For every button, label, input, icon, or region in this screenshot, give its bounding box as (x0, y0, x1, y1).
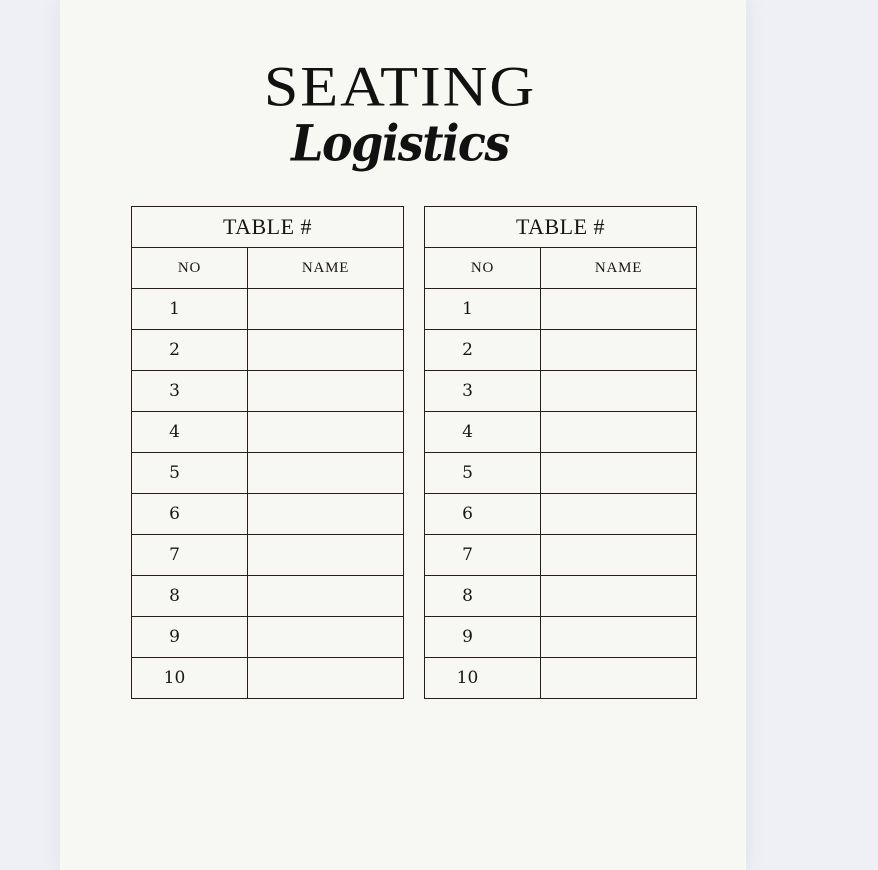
name-cell[interactable] (248, 371, 404, 412)
seat-number: 4 (132, 412, 248, 453)
seat-number: 1 (132, 289, 248, 330)
table-row (132, 453, 404, 494)
table-row (132, 412, 404, 453)
name-cell[interactable] (248, 658, 404, 699)
table-row (425, 617, 697, 658)
document-page (60, 0, 746, 870)
name-cell[interactable] (541, 494, 697, 535)
table-row (425, 453, 697, 494)
table-row (132, 658, 404, 699)
table-row (425, 412, 697, 453)
seat-number: 10 (425, 658, 541, 699)
seat-number: 7 (132, 535, 248, 576)
table-row (425, 535, 697, 576)
table-row (425, 576, 697, 617)
column-header-no: NO (425, 248, 541, 289)
seat-number: 5 (132, 453, 248, 494)
seat-number: 10 (132, 658, 248, 699)
seat-number: 2 (425, 330, 541, 371)
table-row (132, 371, 404, 412)
page-subtitle: Logistics (291, 113, 509, 173)
column-header-name: NAME (541, 248, 697, 289)
seat-number: 9 (425, 617, 541, 658)
name-cell[interactable] (248, 330, 404, 371)
table-row (425, 330, 697, 371)
name-cell[interactable] (248, 576, 404, 617)
seat-number: 1 (425, 289, 541, 330)
name-cell[interactable] (248, 412, 404, 453)
name-cell[interactable] (541, 617, 697, 658)
seating-table-2 (424, 206, 697, 699)
name-cell[interactable] (541, 412, 697, 453)
name-cell[interactable] (248, 494, 404, 535)
seat-number: 2 (132, 330, 248, 371)
name-cell[interactable] (541, 289, 697, 330)
seat-number: 9 (132, 617, 248, 658)
table-heading: TABLE # (425, 207, 697, 248)
seat-number: 8 (132, 576, 248, 617)
table-row (132, 289, 404, 330)
table-row (132, 617, 404, 658)
seat-number: 3 (425, 371, 541, 412)
seat-number: 5 (425, 453, 541, 494)
name-cell[interactable] (248, 617, 404, 658)
seat-number: 7 (425, 535, 541, 576)
table-heading: TABLE # (132, 207, 404, 248)
table-row (132, 535, 404, 576)
name-cell[interactable] (541, 535, 697, 576)
name-cell[interactable] (248, 535, 404, 576)
seat-number: 6 (425, 494, 541, 535)
name-cell[interactable] (541, 453, 697, 494)
table-row (132, 494, 404, 535)
seat-number: 6 (132, 494, 248, 535)
seating-table-1 (131, 206, 404, 699)
name-cell[interactable] (541, 330, 697, 371)
table-row (132, 576, 404, 617)
column-header-name: NAME (248, 248, 404, 289)
name-cell[interactable] (248, 453, 404, 494)
table-row (132, 330, 404, 371)
seat-number: 3 (132, 371, 248, 412)
table-row (425, 371, 697, 412)
name-cell[interactable] (541, 576, 697, 617)
seat-number: 4 (425, 412, 541, 453)
column-header-no: NO (132, 248, 248, 289)
name-cell[interactable] (541, 658, 697, 699)
name-cell[interactable] (541, 371, 697, 412)
table-row (425, 494, 697, 535)
table-row (425, 289, 697, 330)
name-cell[interactable] (248, 289, 404, 330)
table-row (425, 658, 697, 699)
page-title: SEATING (263, 55, 537, 119)
seat-number: 8 (425, 576, 541, 617)
